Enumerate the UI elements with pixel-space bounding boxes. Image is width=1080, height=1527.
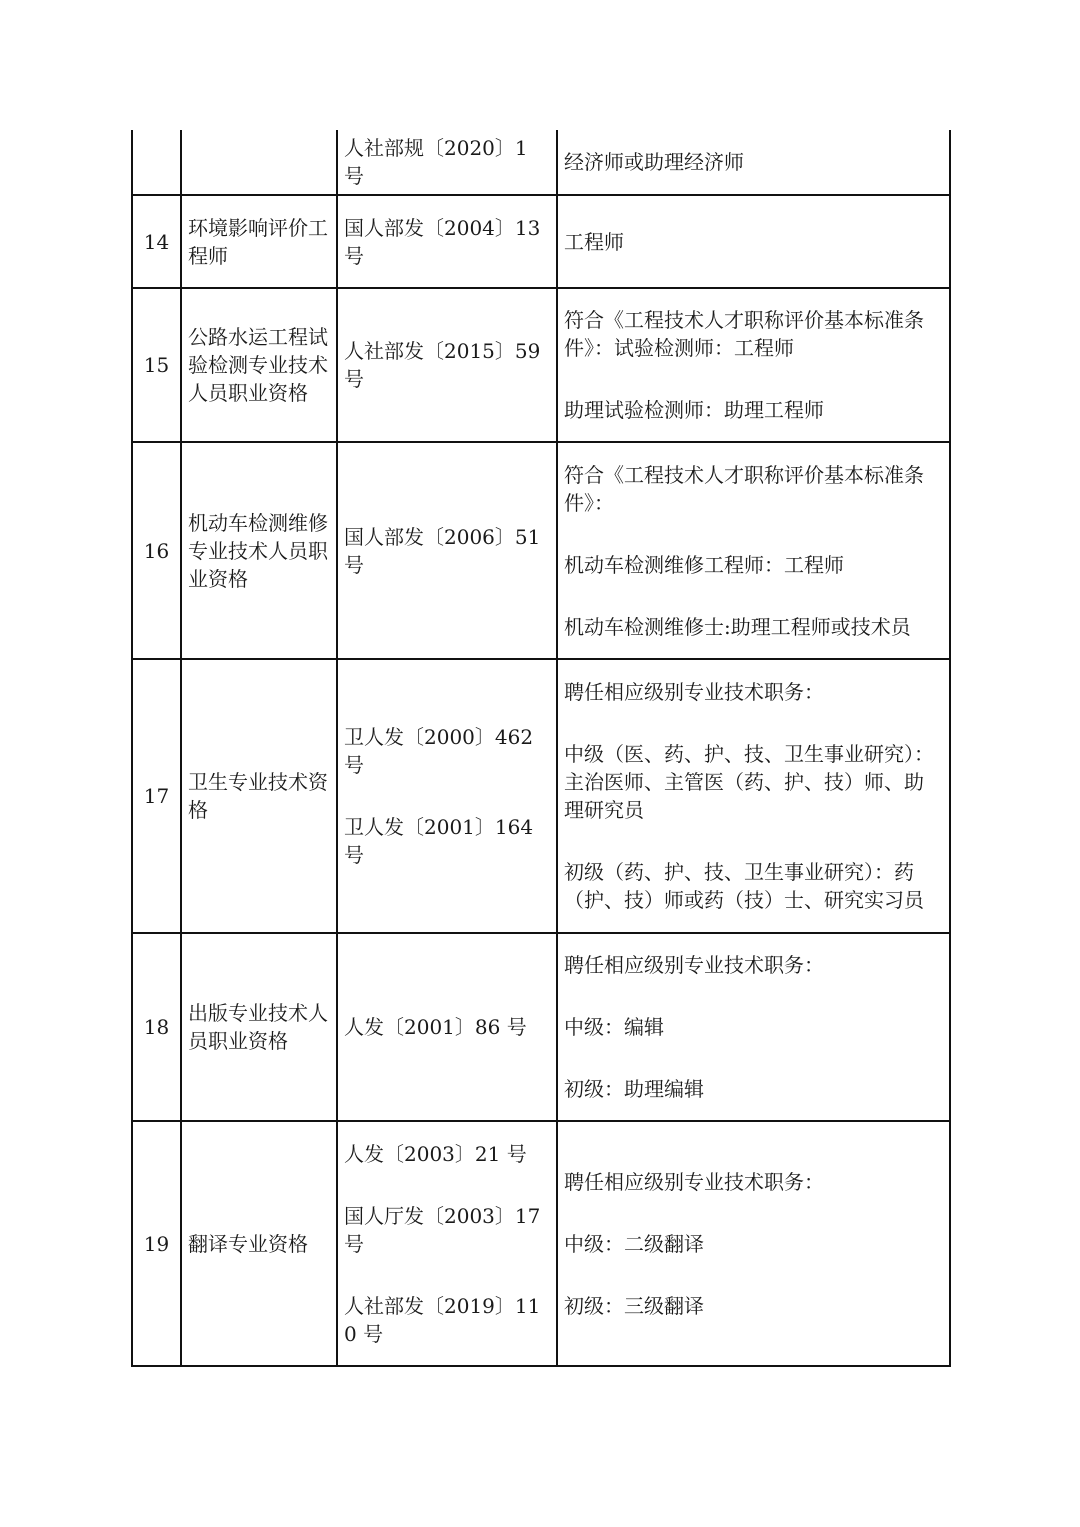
qualification-name-part: 资格 (268, 381, 308, 405)
qualification-name (188, 216, 328, 268)
table-row (132, 659, 950, 933)
document-number: 人社部发〔2015〕59 号 (344, 339, 541, 391)
row-number-cell (132, 288, 181, 442)
table-row (132, 288, 950, 442)
document-number: 国人厅发〔2003〕17 号 (344, 1203, 541, 1256)
title-text: 聘任相应级别专业技术职务： (564, 953, 824, 977)
document-number: 国人部发〔2004〕13 号 (344, 215, 541, 268)
qualification-name-cell (181, 130, 337, 195)
qualification-name-part: 工程师 (188, 215, 328, 268)
qualification-name-part: 修专业技术人 (188, 510, 328, 563)
title-text: 中级：编辑 (564, 1015, 664, 1039)
row-number-cell (132, 130, 181, 195)
document-number: 卫人发〔2001〕164 号 (344, 815, 534, 867)
qualification-name-part: 试验检测专业 (188, 325, 328, 377)
title-cell (557, 442, 950, 659)
qualification-name-cell (181, 288, 337, 442)
table-row (132, 442, 950, 659)
title-cell (557, 195, 950, 288)
title-cell (557, 1121, 950, 1366)
qualification-name-part: 资格 (188, 770, 328, 822)
qualification-name-cell (181, 442, 337, 659)
row-number-cell (132, 442, 181, 659)
document-number: 人发〔2003〕21 号 (344, 1141, 527, 1166)
qualification-name-part: 公路水运工程 (188, 325, 308, 349)
document-number-cell (337, 442, 557, 659)
title-cell (557, 933, 950, 1121)
qualification-name-part: 技术人员职业 (188, 353, 328, 405)
title-text: 助理试验检测师：助理工程师 (564, 398, 824, 422)
title-text: 符合《工程技术人才职称评价基本标准条件》： (564, 462, 924, 515)
row-number-cell (132, 933, 181, 1121)
document-number: 人社部发〔2019〕110 号 (344, 1293, 541, 1346)
qualification-name-part: 人员职业资格 (188, 1001, 328, 1053)
row-number-cell (132, 1121, 181, 1366)
title-text: 聘任相应级别专业技术职务： (564, 1169, 824, 1194)
row-number-cell (132, 195, 181, 288)
title-text: 初级：三级翻译 (564, 1293, 704, 1318)
document-number-cell (337, 130, 557, 195)
qualification-name-part: 出版专业技术 (188, 1001, 308, 1025)
qualification-name (188, 1232, 308, 1256)
row-number: 14 (143, 229, 170, 254)
table-row (132, 195, 950, 288)
title-cell (557, 288, 950, 442)
document-number-cell (337, 195, 557, 288)
qualification-table-body (132, 130, 950, 1366)
row-number: 18 (143, 1015, 170, 1039)
row-number: 17 (143, 784, 170, 808)
qualification-name-cell (181, 659, 337, 933)
qualification-name-cell (181, 1121, 337, 1366)
title-cell (557, 659, 950, 933)
qualification-name-cell (181, 195, 337, 288)
qualification-name (188, 770, 328, 822)
title-text: 经济师或助理经济师 (564, 150, 744, 174)
qualification-name-part: 卫生专业技术 (188, 770, 308, 794)
row-number-cell (132, 659, 181, 933)
qualification-name-part: 员职业资格 (188, 538, 328, 591)
qualification-table (131, 130, 951, 1367)
qualification-name (188, 511, 328, 591)
document-number: 人社部规〔2020〕1 号 (344, 136, 528, 188)
row-number: 15 (143, 353, 170, 377)
title-text: 中级：二级翻译 (564, 1231, 704, 1256)
qualification-name-part: 环境影响评价 (188, 215, 308, 240)
table-row (132, 933, 950, 1121)
title-text: 初级（药、护、技、卫生事业研究）：药（护、技）师或药（技）士、研究实习员 (564, 860, 924, 912)
title-text: 聘任相应级别专业技术职务： (564, 680, 824, 704)
document-number-cell (337, 1121, 557, 1366)
document-number: 国人部发〔2006〕51 号 (344, 524, 541, 577)
qualification-name (188, 325, 328, 405)
qualification-name-part: 翻译专业资格 (188, 1231, 308, 1256)
title-text: 中级（医、药、护、技、卫生事业研究）：主治医师、主管医（药、护、技）师、助理研究员 (564, 742, 934, 822)
title-text: 初级：助理编辑 (564, 1077, 704, 1101)
qualification-name (188, 1001, 328, 1053)
title-text: 机动车检测维修工程师：工程师 (564, 552, 844, 577)
title-cell (557, 130, 950, 195)
document-number: 卫人发〔2000〕462 号 (344, 725, 534, 777)
document-number: 人发〔2001〕86 号 (344, 1015, 527, 1039)
document-number-cell (337, 288, 557, 442)
document-number-cell (337, 659, 557, 933)
row-number: 19 (143, 1231, 170, 1256)
title-text: 符合《工程技术人才职称评价基本标准条件》：试验检测师：工程师 (564, 308, 924, 360)
qualification-name-part: 机动车检测维 (188, 510, 308, 535)
title-text: 工程师 (564, 229, 624, 254)
document-number-cell (337, 933, 557, 1121)
table-row (132, 1121, 950, 1366)
title-text: 机动车检测维修士:助理工程师或技术员 (564, 614, 911, 639)
table-row (132, 130, 950, 195)
qualification-name-cell (181, 933, 337, 1121)
row-number: 16 (143, 538, 170, 563)
